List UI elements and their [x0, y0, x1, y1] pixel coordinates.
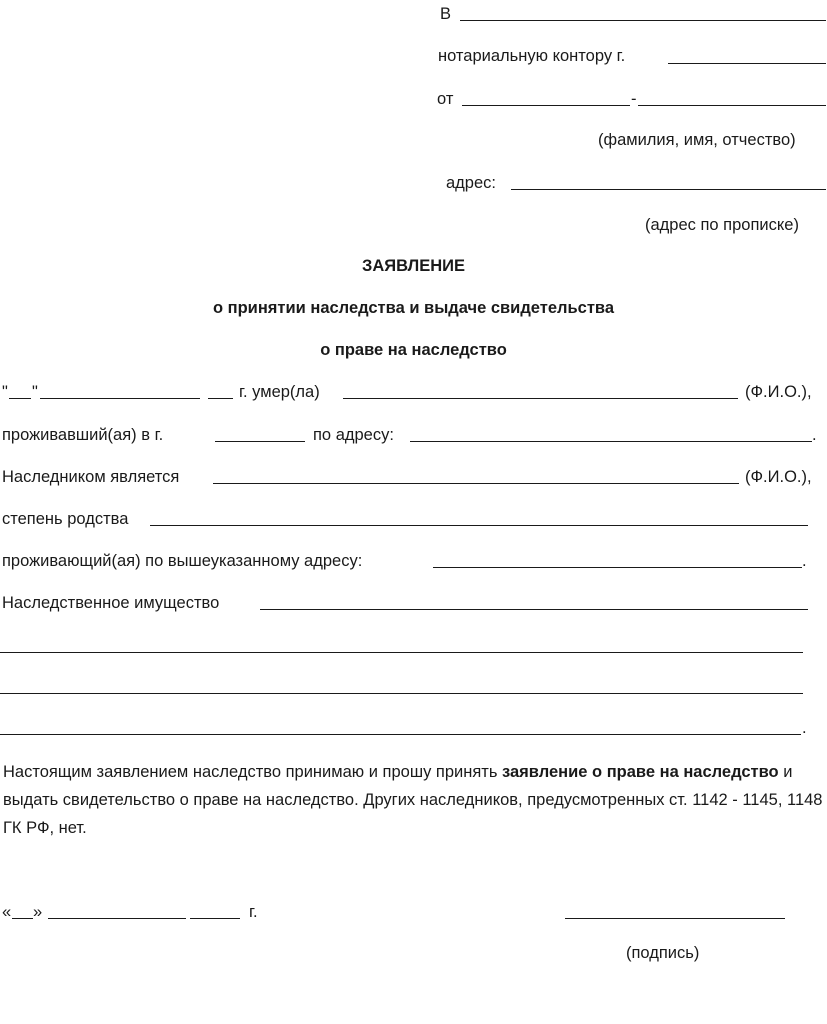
signature-field[interactable] — [565, 918, 785, 919]
living-label: проживающий(ая) по вышеуказанному адресу: — [2, 552, 363, 570]
sign-day-field[interactable] — [12, 918, 33, 919]
period-2: . — [802, 552, 807, 570]
property-line-4[interactable] — [0, 734, 801, 735]
at-address-label: по адресу: — [313, 426, 394, 444]
from-dash: - — [631, 90, 637, 108]
kinship-field[interactable] — [150, 525, 808, 526]
recipient-field[interactable] — [460, 20, 826, 21]
statement-part-2: и выдать свидетельство о праве на наследство. Других наследников, предусмотренных ст. 1142 - 1145, 1148 ГК РФ, нет. — [3, 763, 823, 837]
property-line-3[interactable] — [0, 693, 803, 694]
fio-hint: (фамилия, имя, отчество) — [598, 131, 796, 149]
document-title: ЗАЯВЛЕНИЕ — [362, 257, 465, 275]
death-month-field[interactable] — [40, 398, 200, 399]
property-line-2[interactable] — [0, 652, 803, 653]
heir-name-field[interactable] — [213, 483, 739, 484]
address-label: адрес: — [446, 174, 496, 192]
death-day-field[interactable] — [9, 398, 31, 399]
deceased-address-field[interactable] — [410, 441, 812, 442]
period-1: . — [812, 426, 817, 444]
from-field-2[interactable] — [638, 105, 826, 106]
death-year-field[interactable] — [208, 398, 233, 399]
address-hint: (адрес по прописке) — [645, 216, 799, 234]
date-quote-close: " — [32, 383, 38, 401]
property-label: Наследственное имущество — [2, 594, 220, 612]
footer-quote-close: » — [33, 903, 43, 921]
kinship-label: степень родства — [2, 510, 129, 528]
signature-hint: (подпись) — [626, 944, 700, 962]
period-3: . — [802, 719, 807, 737]
heir-label: Наследником является — [2, 468, 180, 486]
statement-part-1: Настоящим заявлением наследство принимаю и прошу принять — [3, 763, 503, 781]
heir-address-field[interactable] — [433, 567, 802, 568]
died-label: г. умер(ла) — [239, 383, 320, 401]
notary-city-field[interactable] — [668, 63, 826, 64]
from-field-1[interactable] — [462, 105, 630, 106]
statement-paragraph — [3, 758, 825, 842]
property-field[interactable] — [260, 609, 808, 610]
document-subtitle-2: о праве на наследство — [320, 341, 507, 359]
deceased-name-field[interactable] — [343, 398, 738, 399]
notary-label: нотариальную контору г. — [438, 47, 626, 65]
fio-suffix-2: (Ф.И.О.), — [745, 468, 812, 486]
statement-bold: заявление о праве на наследство — [502, 763, 779, 781]
footer-quote-open: « — [2, 903, 12, 921]
to-prefix: В — [440, 5, 452, 23]
lived-city-field[interactable] — [215, 441, 305, 442]
from-prefix: от — [437, 90, 454, 108]
date-quote-open: " — [2, 383, 8, 401]
lived-label: проживавший(ая) в г. — [2, 426, 164, 444]
sign-month-field[interactable] — [48, 918, 186, 919]
year-suffix: г. — [249, 903, 258, 921]
sign-year-field[interactable] — [190, 918, 240, 919]
document-subtitle-1: о принятии наследства и выдаче свидетельства — [212, 299, 615, 317]
fio-suffix-1: (Ф.И.О.), — [745, 383, 812, 401]
address-field[interactable] — [511, 189, 826, 190]
